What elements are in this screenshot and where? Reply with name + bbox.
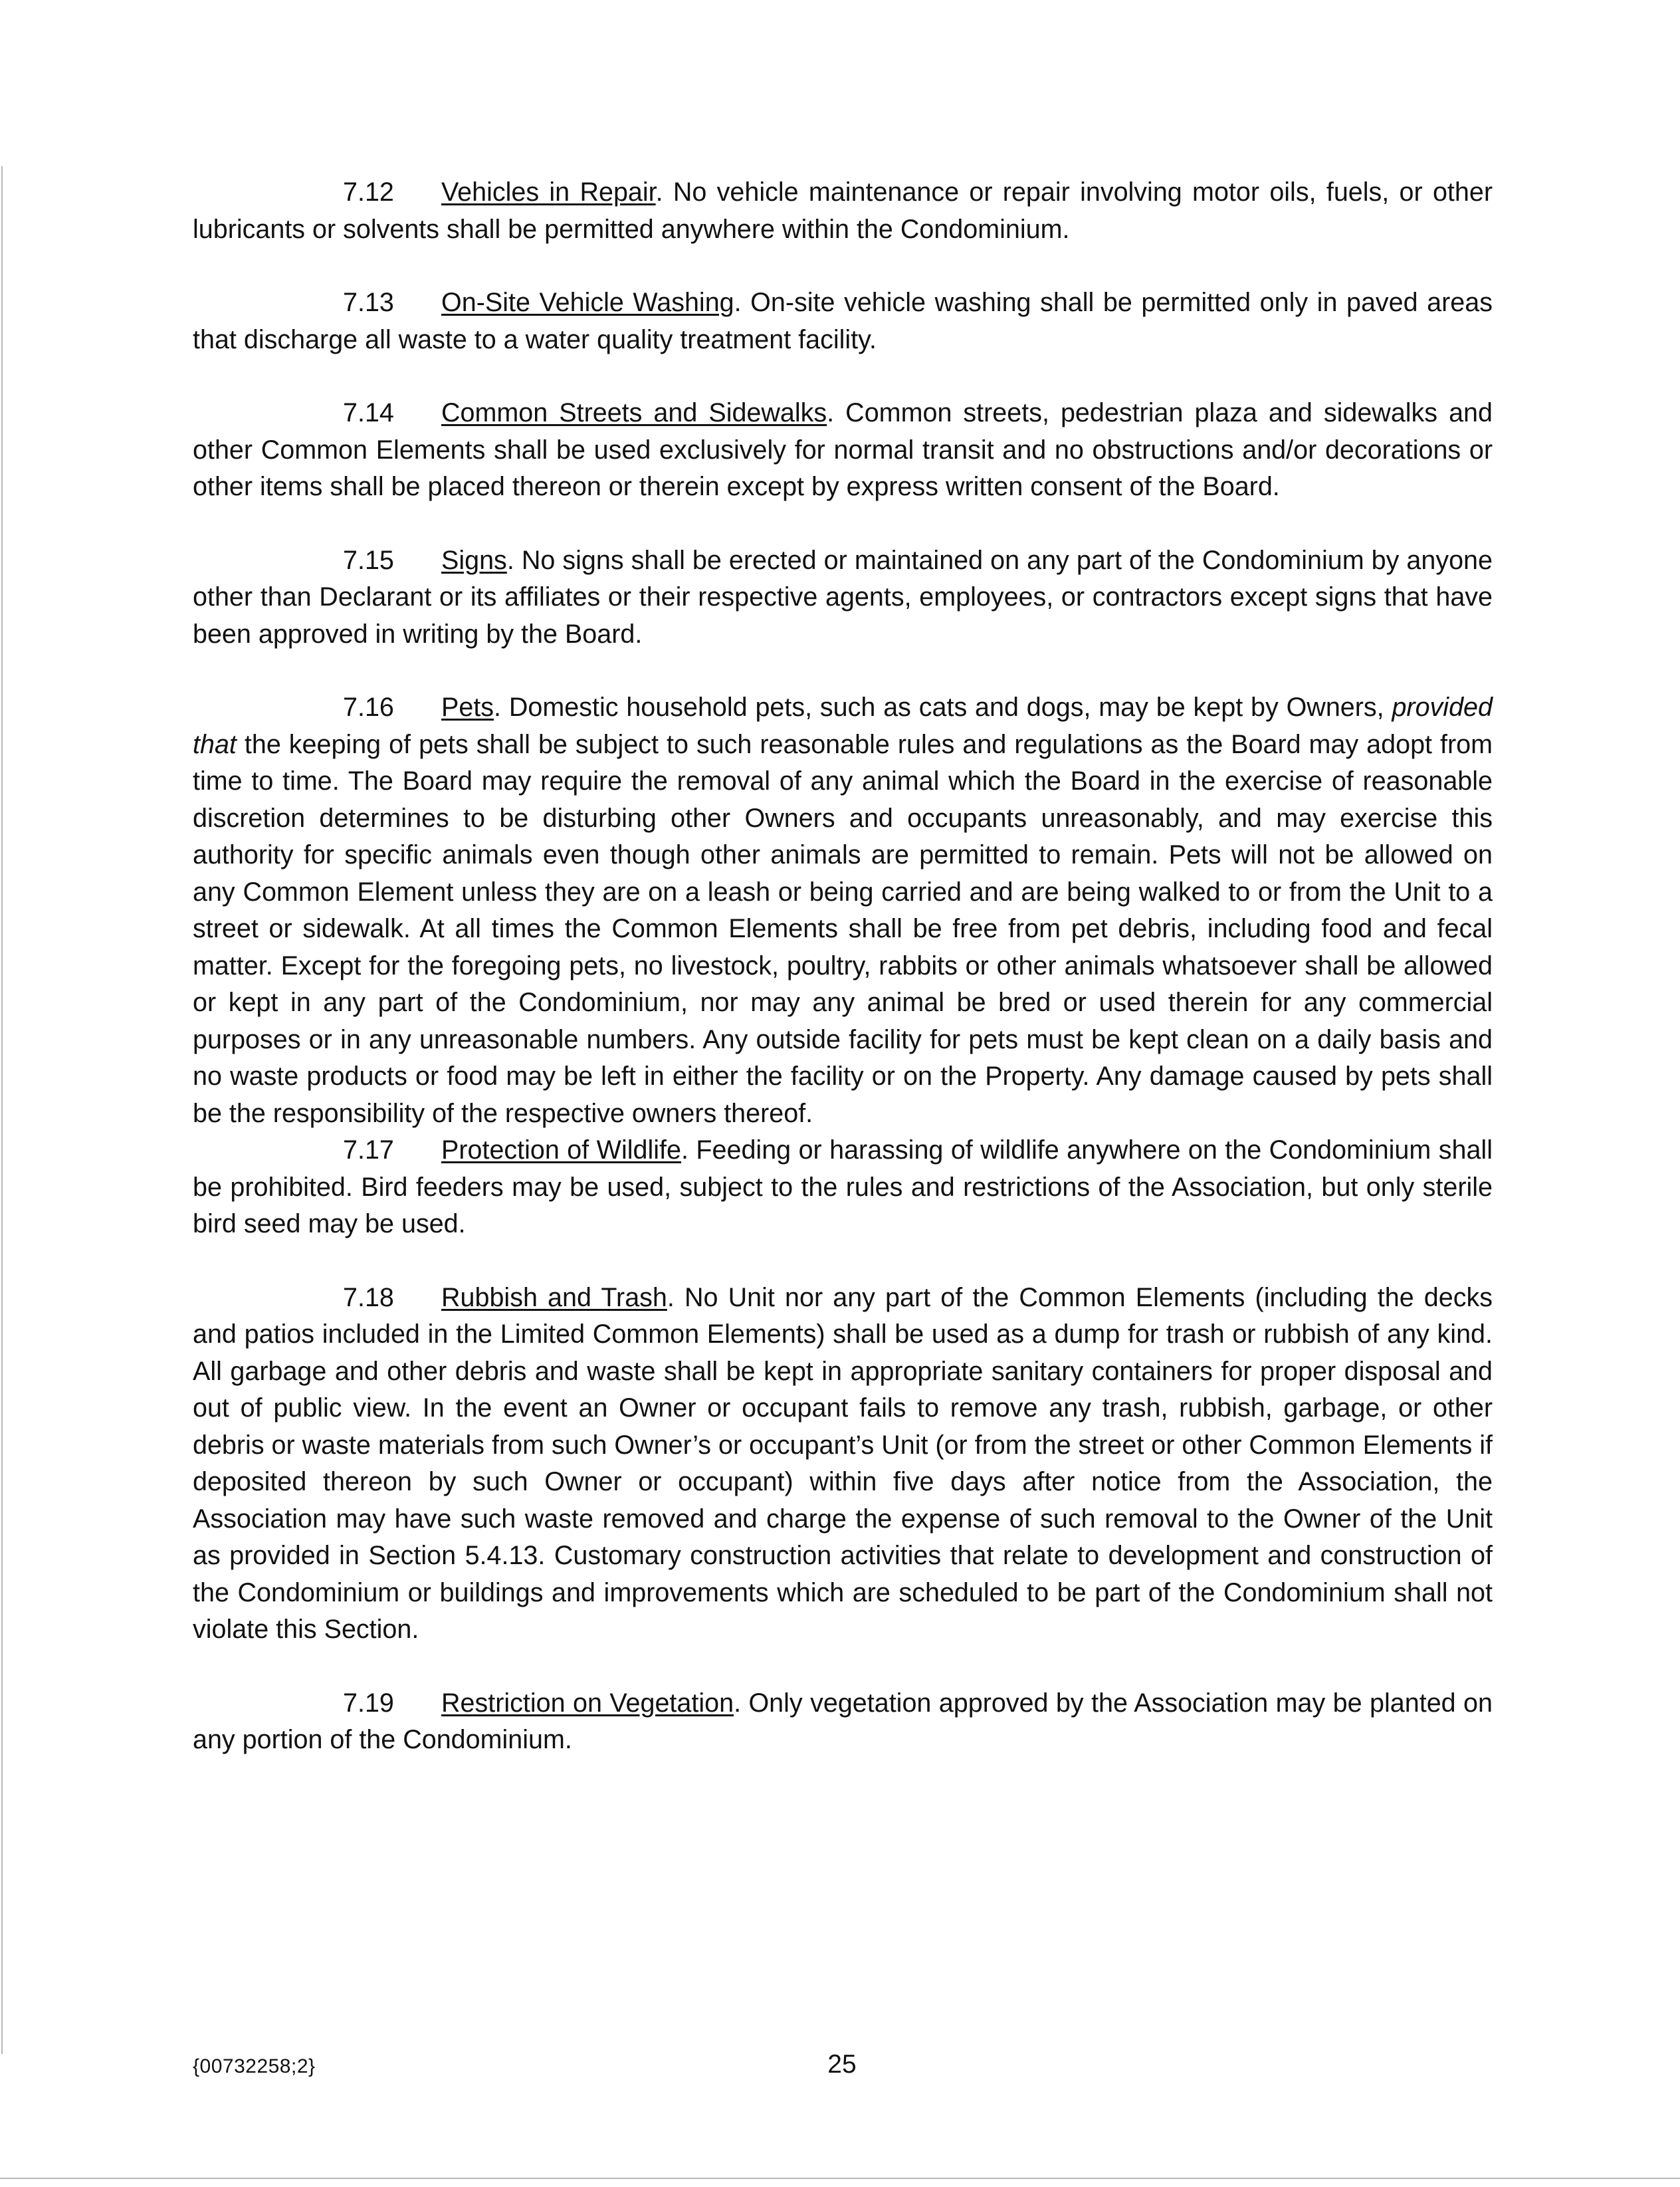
section-text: . Common streets, pedestrian plaza and sidewalks and other Common Elements shall be used exclusively for normal transit and no obstructions and/or decorations or other items shall be placed thereon or therein except by express written consent of the Board.: [193, 398, 1493, 501]
section-text-continued: the keeping of pets shall be subject to such reasonable rules and regulations as the Board may adopt from time to time. The Board may require the removal of any animal which the Board in the exercise of reasonable discretion determines to be disturbing other Owners and occupants unreasonably, and may exercise this authority for specific animals even though other animals are permitted to remain. Pets will not be allowed on any Common Element unless they are on a leash or being carried and are being walked to or from the Unit to a street or sidewalk. At all times the Common Elements shall be free from pet debris, including food and fecal matter. Except for the foregoing pets, no livestock, poultry, rabbits or other animals whatsoever shall be allowed or kept in any part of the Condominium, nor may any animal be bred or used therein for any commercial purposes or in any unreasonable numbers. Any outside facility for pets must be kept clean on a daily basis and no waste products or food may be left in either the facility or on the Property. Any damage caused by pets shall be the responsibility of the respective owners thereof.: [193, 729, 1493, 1128]
section-7-12: [193, 174, 1493, 248]
section-7-18: [193, 1280, 1493, 1649]
footer-document-id: {00732258;2}: [193, 2055, 316, 2077]
section-number: 7.13: [343, 288, 394, 317]
section-7-14: [193, 395, 1493, 506]
section-text: . On-site vehicle washing shall be permitted only in paved areas that discharge all waste to a water quality treatment facility.: [193, 288, 1493, 354]
page-number: 25: [827, 2050, 857, 2079]
section-7-15: [193, 542, 1493, 653]
section-text: . Feeding or harassing of wildlife anywhere on the Condominium shall be prohibited. Bird feeders may be used, subject to the rules and restrictions of the Association, but only sterile bird seed may be used.: [193, 1135, 1493, 1238]
section-text: . Domestic household pets, such as cats and dogs, may be kept by Owners,: [494, 693, 1392, 722]
section-number: 7.12: [343, 177, 394, 207]
section-text: . No signs shall be erected or maintained on any part of the Condominium by anyone other than Declarant or its affiliates or their respective agents, employees, or contractors except signs that have been approved in writing by the Board.: [193, 545, 1493, 649]
section-text: . No Unit nor any part of the Common Elements (including the decks and patios included in the Limited Common Elements) shall be used as a dump for trash or rubbish of any kind. All garbage and other debris and waste shall be kept in appropriate sanitary containers for proper disposal and out of public view. In the event an Owner or occupant fails to remove any trash, rubbish, garbage, or other debris or waste materials from such Owner’s or occupant’s Unit (or from the street or other Common Elements if deposited thereon by such Owner or occupant) within five days after notice from the Association, the Association may have such waste removed and charge the expense of such removal to the Owner of the Unit as provided in Section 5.4.13. Customary construction activities that relate to development and construction of the Condominium or buildings and improvements which are scheduled to be part of the Condominium shall not violate this Section.: [193, 1282, 1493, 1644]
document-body: [193, 174, 1493, 1795]
section-7-19: [193, 1685, 1493, 1759]
section-number: 7.19: [343, 1688, 394, 1718]
section-heading: Signs: [441, 545, 507, 575]
section-heading: Protection of Wildlife: [441, 1135, 681, 1165]
section-number: 7.17: [343, 1135, 394, 1165]
section-heading: On-Site Vehicle Washing: [441, 288, 734, 317]
section-text: . Only vegetation approved by the Association may be planted on any portion of the Condominium.: [193, 1688, 1493, 1754]
section-text: . No vehicle maintenance or repair involving motor oils, fuels, or other lubricants or solvents shall be permitted anywhere within the Condominium.: [193, 177, 1493, 244]
section-7-13: [193, 285, 1493, 358]
section-heading: Restriction on Vegetation: [441, 1688, 734, 1718]
section-number: 7.15: [343, 545, 394, 575]
scan-bottom-edge-line: [0, 2178, 1680, 2179]
section-7-16: [193, 689, 1493, 1132]
section-number: 7.18: [343, 1282, 394, 1312]
section-heading: Vehicles in Repair: [441, 177, 656, 207]
emphasis-provided-that: provided that: [193, 693, 1493, 759]
section-7-17: [193, 1132, 1493, 1243]
section-heading: Rubbish and Trash: [441, 1282, 667, 1312]
section-heading: Common Streets and Sidewalks: [441, 398, 827, 427]
section-number: 7.16: [343, 693, 394, 722]
section-number: 7.14: [343, 398, 394, 427]
section-heading: Pets: [441, 693, 494, 722]
scan-left-edge-line: [1, 166, 3, 2054]
